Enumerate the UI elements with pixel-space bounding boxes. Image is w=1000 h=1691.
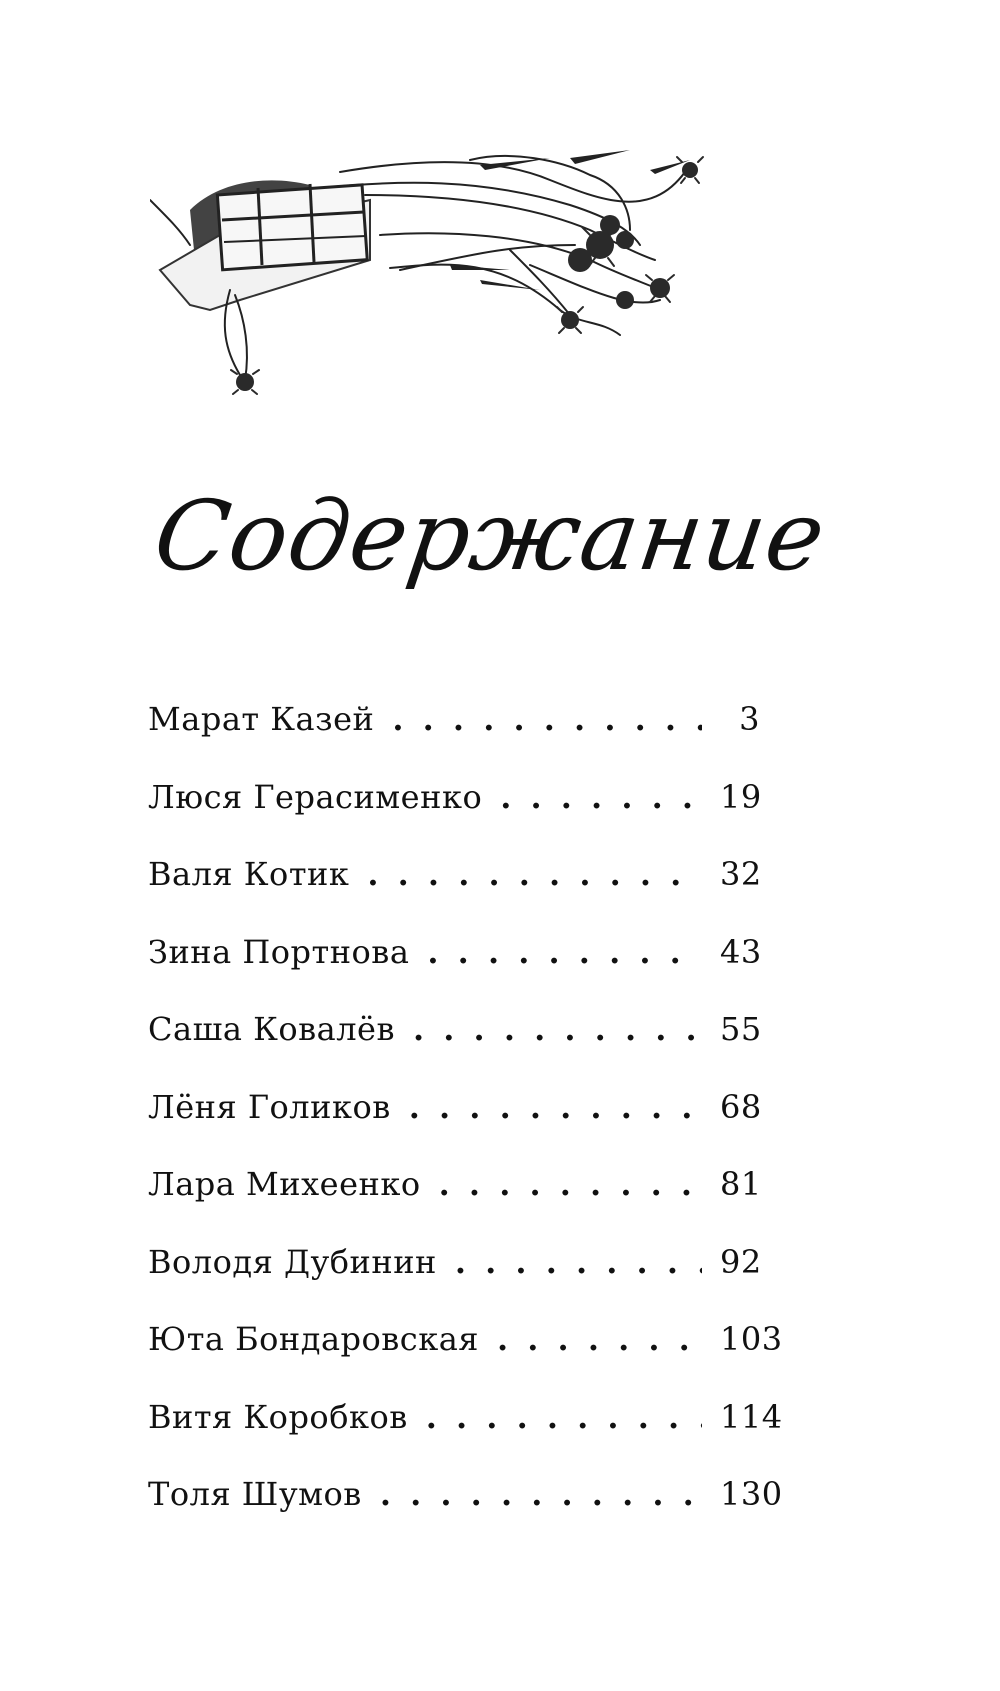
toc-leader-dots (367, 855, 702, 893)
toc-entry[interactable] (148, 1165, 760, 1243)
toc-leader-dots (380, 1475, 702, 1513)
toc-entry[interactable] (148, 933, 760, 1011)
cornflower-bouquet-illustration (150, 150, 770, 440)
toc-entry-title: Люся Герасименко (148, 777, 483, 816)
toc-page-number: 103 (720, 1320, 783, 1358)
toc-entry[interactable] (148, 1475, 783, 1553)
toc-entry[interactable] (148, 1010, 760, 1088)
toc-entry[interactable] (148, 778, 760, 856)
toc-page-number: 19 (720, 777, 762, 816)
toc-leader-dots (392, 700, 702, 738)
toc-leader-dots (497, 1320, 702, 1358)
toc-page-number: 55 (720, 1010, 762, 1048)
toc-leader-dots (409, 1088, 702, 1126)
toc-entry-title: Володя Дубинин (148, 1242, 437, 1281)
toc-entry-title: Лёня Голиков (148, 1087, 391, 1126)
toc-entry[interactable] (148, 1320, 783, 1398)
toc-page-number: 43 (720, 932, 762, 971)
toc-leader-dots (455, 1243, 702, 1281)
toc-entry-title: Саша Ковалёв (148, 1010, 395, 1048)
toc-page-number: 3 (739, 700, 760, 738)
toc-entry[interactable] (148, 1397, 783, 1476)
page-title: Содержание (147, 480, 833, 592)
toc-entry[interactable] (148, 1243, 760, 1321)
toc-page-number: 92 (720, 1242, 762, 1281)
toc-entry-title: Витя Коробков (148, 1397, 408, 1436)
toc-page-number: 81 (720, 1165, 762, 1203)
toc-leader-dots (413, 1010, 702, 1048)
toc-entry-title: Зина Портнова (148, 932, 410, 971)
toc-entry[interactable] (148, 855, 760, 933)
toc-entry-title: Лара Михеенко (148, 1165, 421, 1203)
toc-leader-dots (500, 778, 702, 816)
toc-leader-dots (427, 933, 702, 971)
table-of-contents (148, 700, 783, 1553)
toc-entry[interactable] (148, 1088, 760, 1166)
toc-page-number: 130 (720, 1475, 783, 1513)
toc-entry-title: Валя Котик (148, 855, 350, 893)
toc-entry-title: Толя Шумов (148, 1475, 362, 1513)
toc-entry[interactable] (148, 700, 760, 778)
toc-entry-title: Юта Бондаровская (148, 1320, 479, 1358)
toc-page-number: 68 (720, 1087, 762, 1126)
toc-leader-dots (439, 1165, 702, 1203)
toc-page-number: 114 (720, 1397, 783, 1436)
toc-leader-dots (426, 1398, 702, 1436)
toc-page-number: 32 (720, 855, 762, 893)
toc-entry-title: Марат Казей (148, 700, 375, 738)
